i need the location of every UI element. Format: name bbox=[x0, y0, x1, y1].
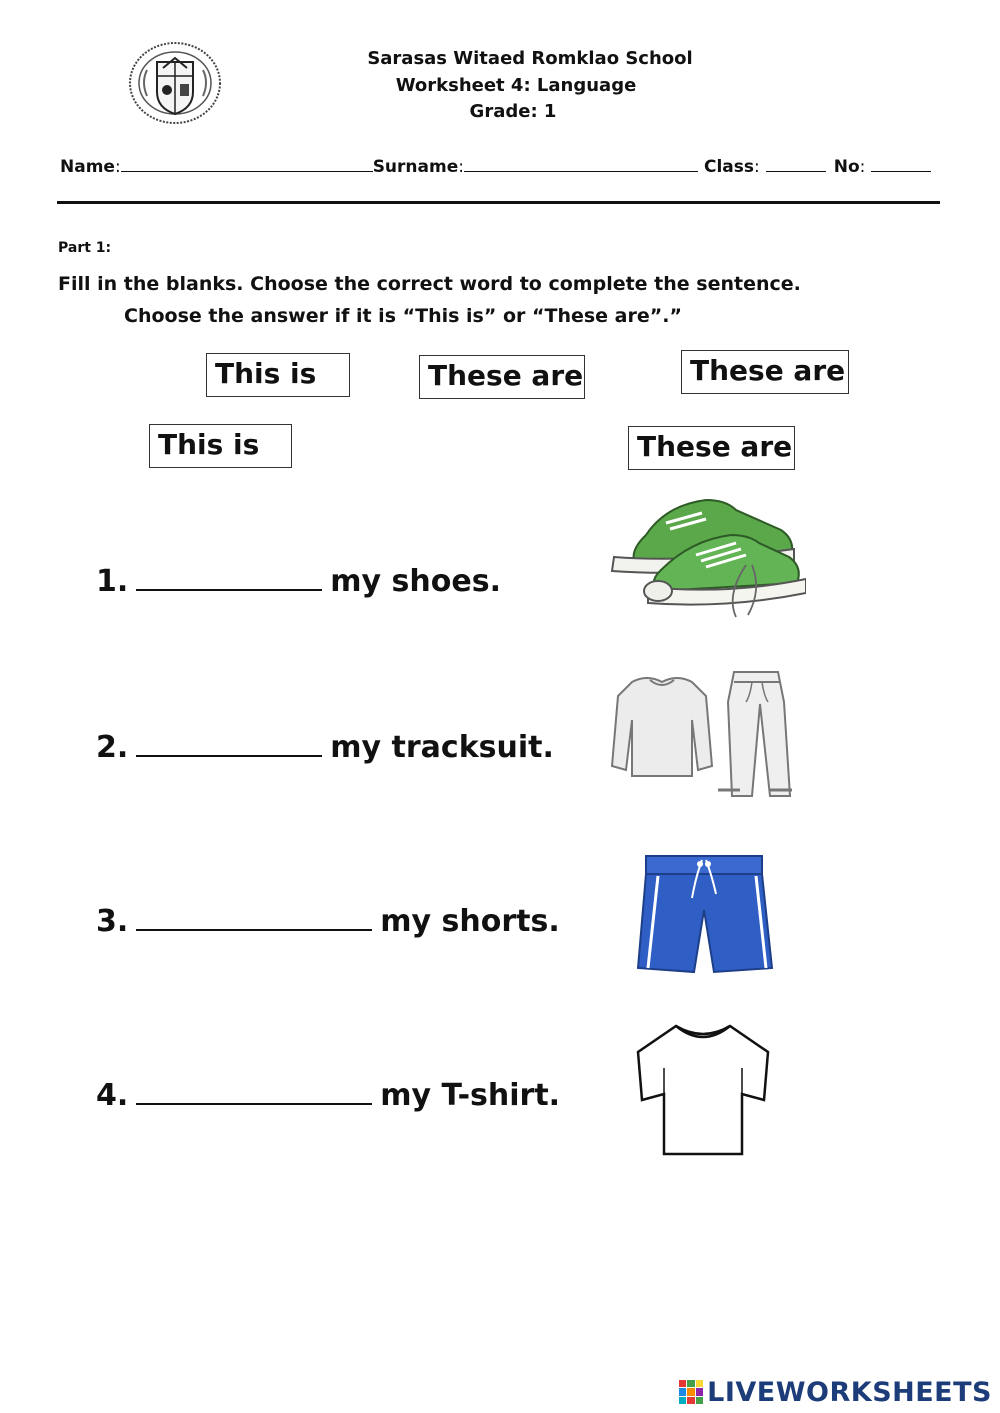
question-3-text: my shorts. bbox=[380, 904, 560, 939]
part-label: Part 1: bbox=[58, 240, 112, 256]
class-field[interactable] bbox=[766, 156, 826, 172]
name-field[interactable] bbox=[121, 156, 373, 172]
question-1-text: my shoes. bbox=[330, 564, 501, 599]
class-label: Class bbox=[703, 157, 754, 177]
word-tile-these-are-2[interactable]: These are bbox=[681, 350, 849, 394]
worksheet-title: Worksheet 4: Language bbox=[395, 75, 637, 96]
question-4-text: my T-shirt. bbox=[380, 1078, 561, 1113]
liveworksheets-brand: LIVEWORKSHEETS bbox=[707, 1376, 992, 1408]
sneakers-illustration bbox=[606, 495, 806, 623]
no-field[interactable] bbox=[871, 156, 931, 172]
question-1-blank[interactable] bbox=[136, 565, 322, 591]
question-1-number: 1. bbox=[96, 564, 129, 599]
question-2 bbox=[96, 730, 554, 765]
word-tile-these-are-3[interactable]: These are bbox=[628, 426, 795, 470]
question-2-text: my tracksuit. bbox=[330, 730, 554, 765]
word-tile-this-is-2[interactable]: This is bbox=[149, 424, 292, 468]
header-divider bbox=[57, 201, 940, 204]
question-3-number: 3. bbox=[96, 904, 129, 939]
liveworksheets-grid-icon bbox=[679, 1380, 703, 1404]
name-label: Name bbox=[60, 157, 115, 177]
instruction-line-1: Fill in the blanks. Choose the correct word to complete the sentence. bbox=[58, 273, 801, 295]
tracksuit-illustration bbox=[602, 668, 798, 802]
question-3 bbox=[96, 904, 560, 939]
word-tile-this-is-1[interactable]: This is bbox=[206, 353, 350, 397]
shorts-illustration bbox=[636, 852, 776, 976]
question-1 bbox=[96, 564, 501, 599]
surname-label: Surname bbox=[372, 157, 459, 177]
question-2-number: 2. bbox=[96, 730, 129, 765]
question-4 bbox=[96, 1078, 560, 1113]
question-4-blank[interactable] bbox=[136, 1079, 372, 1105]
word-tile-these-are-1[interactable]: These are bbox=[419, 355, 585, 399]
question-2-blank[interactable] bbox=[136, 731, 322, 757]
question-3-blank[interactable] bbox=[136, 905, 372, 931]
school-name: Sarasas Witaed Romklao School bbox=[367, 48, 693, 69]
question-4-number: 4. bbox=[96, 1078, 129, 1113]
tshirt-illustration bbox=[632, 1020, 774, 1158]
student-info-line: Name: Surname: Class: No: bbox=[60, 156, 940, 177]
surname-field[interactable] bbox=[464, 156, 698, 172]
no-label: No bbox=[833, 157, 860, 177]
liveworksheets-logo bbox=[679, 1378, 992, 1406]
instruction-line-2: Choose the answer if it is “This is” or “These are”.” bbox=[124, 305, 682, 327]
grade-label: Grade: 1 bbox=[469, 101, 557, 122]
